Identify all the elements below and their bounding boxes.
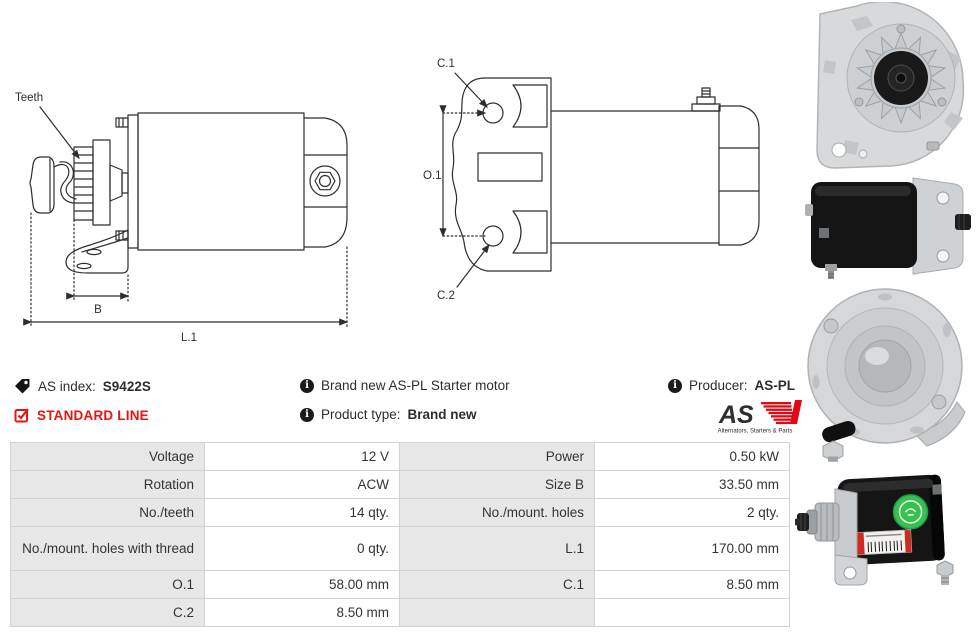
spec-value: 170.00 mm (595, 527, 790, 571)
spec-label: No./mount. holes (400, 499, 595, 527)
logo-tagline: Alternators, Starters & Parts (717, 428, 793, 435)
spec-label: No./mount. holes with thread (11, 527, 205, 571)
product-type-value: Brand new (407, 407, 477, 422)
checkbox-checked-icon (14, 407, 30, 423)
spec-label: No./teeth (11, 499, 205, 527)
as-pl-logo (703, 397, 807, 435)
technical-drawing-front-view (423, 45, 768, 320)
spec-value: 8.50 mm (205, 599, 400, 627)
spec-label: C.2 (11, 599, 205, 627)
table-row (11, 471, 790, 499)
teeth-leader-arrow (40, 107, 79, 158)
brand-new-row (300, 378, 510, 393)
logo-letters: AS (719, 401, 754, 429)
as-index-label: AS index: (38, 378, 96, 394)
table-row (11, 571, 790, 599)
as-index-row (14, 378, 151, 394)
teeth-label: Teeth (15, 92, 44, 104)
table-row (11, 527, 790, 571)
dimension-c2-label: C.2 (437, 290, 455, 302)
producer-value: AS-PL (754, 378, 796, 393)
spec-value: 2 qty. (595, 499, 790, 527)
spec-value: 0.50 kW (595, 443, 790, 471)
spec-value: 8.50 mm (595, 571, 790, 599)
brand-new-text: Brand new AS-PL Starter motor (321, 378, 510, 393)
dimension-b-label: B (94, 304, 102, 316)
spec-label: O.1 (11, 571, 205, 599)
info-icon: i (300, 379, 314, 393)
spec-label (400, 599, 595, 627)
technical-drawing-side-view (10, 85, 360, 350)
table-row (11, 443, 790, 471)
spec-value: ACW (205, 471, 400, 499)
dimension-c1-label: C.1 (437, 58, 455, 70)
product-photo-end-cap (795, 284, 976, 462)
spec-value: 14 qty. (205, 499, 400, 527)
c2-leader-arrow (457, 245, 489, 287)
spec-value: 0 qty. (205, 527, 400, 571)
spec-table (10, 442, 790, 627)
product-photo-front-bracket (795, 2, 976, 170)
info-icon: i (668, 379, 682, 393)
table-row (11, 499, 790, 527)
spec-label: Size B (400, 471, 595, 499)
spec-label: Rotation (11, 471, 205, 499)
as-index-value: S9422S (102, 378, 151, 394)
dimension-l1-label: L.1 (181, 332, 197, 344)
spec-label: Power (400, 443, 595, 471)
standard-line-row (14, 407, 149, 423)
product-type-row (300, 407, 477, 422)
producer-label: Producer: (689, 378, 748, 393)
spec-label: C.1 (400, 571, 595, 599)
spec-value: 12 V (205, 443, 400, 471)
spec-value: 58.00 mm (205, 571, 400, 599)
product-photo-complete-motor (795, 463, 976, 634)
product-photo-side-view (795, 170, 976, 282)
producer-row (668, 378, 795, 393)
spec-value: 33.50 mm (595, 471, 790, 499)
spec-value (595, 599, 790, 627)
dimension-o1-label: O.1 (423, 170, 442, 182)
spec-label: Voltage (11, 443, 205, 471)
tag-icon (14, 378, 31, 394)
spec-label: L.1 (400, 527, 595, 571)
product-type-label: Product type: (321, 407, 401, 422)
table-row (11, 599, 790, 627)
info-icon: i (300, 408, 314, 422)
standard-line-label: STANDARD LINE (37, 407, 149, 423)
